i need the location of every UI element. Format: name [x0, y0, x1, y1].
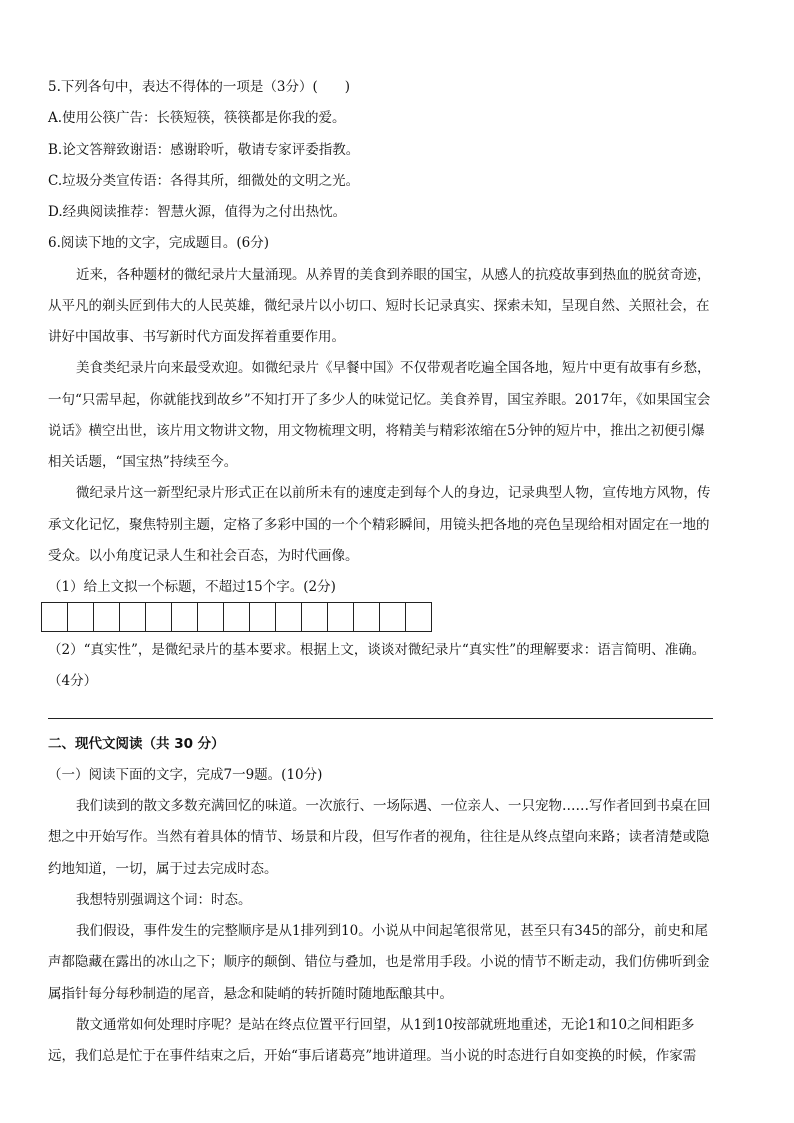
section2-passage-line: 我们读到的散文多数充满回忆的味道。一次旅行、一场际遇、一位亲人、一只宠物……写作者回到书桌在回: [76, 798, 711, 814]
answer-cell[interactable]: [302, 602, 328, 632]
answer-cell[interactable]: [68, 602, 94, 632]
section2-passage-line: 属指针每分每秒制造的尾音，悬念和陡峭的转折随时随地酝酿其中。: [48, 986, 453, 1002]
answer-cell[interactable]: [94, 602, 120, 632]
answer-cell[interactable]: [224, 602, 250, 632]
section2-passage-line: 我们假设，事件发生的完整顺序是从1排列到10。小说从中间起笔很常见，甚至只有345的部分，前史和尾: [76, 923, 709, 939]
q6-passage-line: 讲好中国故事、书写新时代方面发挥着重要作用。: [48, 329, 345, 345]
section2-heading: 二、现代文阅读（共 30 分）: [48, 736, 225, 752]
q6-sub1: （1）给上文拟一个标题，不超过15个字。(2分): [48, 579, 336, 595]
answer-cell[interactable]: [250, 602, 276, 632]
answer-cell[interactable]: [354, 602, 380, 632]
answer-cell[interactable]: [120, 602, 146, 632]
q6-passage-line: 近来，各种题材的微纪录片大量涌现。从养胃的美食到养眼的国宝，从感人的抗疫故事到热血的脱贫奇迹，: [76, 267, 711, 283]
q6-passage-line: 微纪录片这一新型纪录片形式正在以前所未有的速度走到每个人的身边，记录典型人物，宣传地方风物，传: [76, 485, 711, 501]
section2-passage-line: 散文通常如何处理时序呢？是站在终点位置平行回望，从1到10按部就班地重述，无论1和10之间相距多: [76, 1017, 695, 1033]
answer-cell[interactable]: [406, 602, 432, 632]
q6-passage-line: 从平凡的剃头匠到伟大的人民英雄，微纪录片以小切口、短时长记录真实、探索未知，呈现自然、关照社会，在: [48, 298, 710, 314]
q6-sub2: （2）“真实性”，是微纪录片的基本要求。根据上文，谈谈对微纪录片“真实性”的理解要求：语言简明、准确。: [48, 642, 706, 658]
q6-passage-line: 说话》横空出世，该片用文物讲文物，用文物梳理文明，将精美与精彩浓缩在5分钟的短片中，推出之初便引爆: [48, 423, 705, 439]
section2-part1-stem: （一）阅读下面的文字，完成7一9题。(10分): [48, 767, 323, 783]
q5-option-b: B.论文答辩致谢语：感谢聆听，敬请专家评委指教。: [48, 142, 360, 158]
q6-stem: 6.阅读下地的文字，完成题目。(6分): [48, 235, 270, 251]
q6-passage-line: 承文化记忆，聚焦特别主题，定格了多彩中国的一个个精彩瞬间，用镜头把各地的亮色呈现给相对固定在一地的: [48, 517, 710, 533]
title-answer-grid[interactable]: [41, 602, 432, 632]
q6-passage-line: 相关话题，“国宝热”持续至今。: [48, 454, 238, 470]
q5-option-a: A.使用公筷广告：长筷短筷，筷筷都是你我的爱。: [48, 110, 346, 126]
answer-line[interactable]: [48, 718, 713, 719]
section2-passage-line: 远，我们总是忙于在事件结束之后，开始“事后诸葛亮”地讲道理。当小说的时态进行自如变换的时候，作家需: [48, 1048, 697, 1064]
answer-cell[interactable]: [41, 602, 68, 632]
q6-sub2-points: （4分）: [48, 673, 98, 689]
answer-cell[interactable]: [146, 602, 172, 632]
q6-passage-line: 美食类纪录片向来最受欢迎。如微纪录片《早餐中国》不仅带观者吃遍全国各地，短片中更有故事有乡愁，: [76, 360, 711, 376]
section2-passage-line: 约地知道，一切，属于过去完成时态。: [48, 861, 278, 877]
section2-passage-line: 声都隐藏在露出的冰山之下；顺序的颠倒、错位与叠加，也是常用手段。小说的情节不断走动，我们仿佛听到金: [48, 954, 710, 970]
section2-passage-line: 想之中开始写作。当然有着具体的情节、场景和片段，但写作者的视角，往往是从终点望向来路；读者清楚或隐: [48, 829, 710, 845]
q5-option-d: D.经典阅读推荐：智慧火源，值得为之付出热忱。: [48, 204, 347, 220]
q6-passage-line: 受众。以小角度记录人生和社会百态，为时代画像。: [48, 548, 359, 564]
q6-passage-line: 一句“只需早起，你就能找到故乡”不知打开了多少人的味觉记忆。美食养胃，国宝养眼。2017年，《如果国宝会: [48, 392, 711, 408]
answer-cell[interactable]: [172, 602, 198, 632]
answer-cell[interactable]: [380, 602, 406, 632]
answer-cell[interactable]: [198, 602, 224, 632]
q5-option-c: C.垃圾分类宣传语：各得其所，细微处的文明之光。: [48, 173, 360, 189]
section2-passage-line: 我想特别强调这个词：时态。: [76, 892, 252, 908]
answer-cell[interactable]: [276, 602, 302, 632]
answer-cell[interactable]: [328, 602, 354, 632]
q5-stem: 5.下列各句中，表达不得体的一项是（3分）( ): [48, 79, 351, 95]
